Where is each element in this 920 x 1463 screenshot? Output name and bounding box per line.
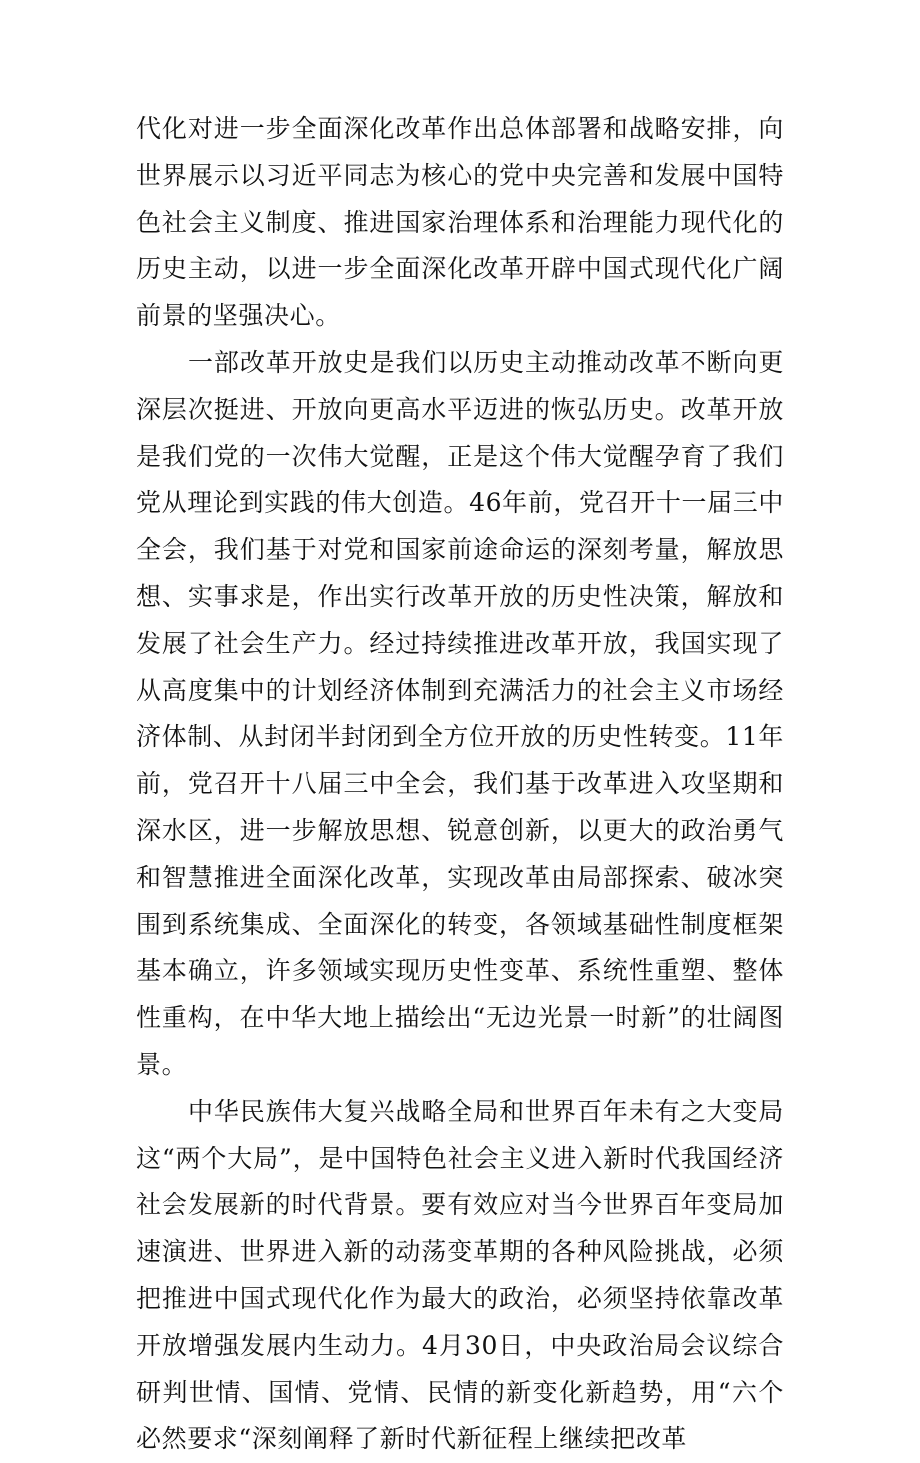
paragraph-continued: 代化对进一步全面深化改革作出总体部署和战略安排，向世界展示以习近平同志为核心的党中央完善和发展中国特色社会主义制度、推进国家治理体系和治理能力现代化的历史主动，以进一步全面深化改革开辟中国式现代化广阔前景的坚强决心。 <box>136 114 784 331</box>
paragraph-reform-history: 一部改革开放史是我们以历史主动推动改革不断向更深层次挺进、开放向更高水平迈进的恢弘历史。改革开放是我们党的一次伟大觉醒，正是这个伟大觉醒孕育了我们党从理论到实践的伟大创造。46年前，党召开十一届三中全会，我们基于对党和国家前途命运的深刻考量，解放思想、实事求是，作出实行改革开放的历史性决策，解放和发展了社会生产力。经过持续推进改革开放，我国实现了从高度集中的计划经济体制到充满活力的社会主义市场经济体制、从封闭半封闭到全方位开放的历史性转变。11年前，党召开十八届三中全会，我们基于改革进入攻坚期和深水区，进一步解放思想、锐意创新，以更大的政治勇气和智慧推进全面深化改革，实现改革由局部探索、破冰突围到系统集成、全面深化的转变，各领域基础性制度框架基本确立，许多领域实现历史性变革、系统性重塑、整体性重构，在中华大地上描绘出“无边光景一时新”的壮阔图景。 <box>136 347 784 1079</box>
body-text <box>136 106 784 1463</box>
paragraph-two-overall-situations: 中华民族伟大复兴战略全局和世界百年未有之大变局这“两个大局”，是中国特色社会主义进入新时代我国经济社会发展新的时代背景。要有效应对当今世界百年变局加速演进、世界进入新的动荡变革期的各种风险挑战，必须把推进中国式现代化作为最大的政治，必须坚持依靠改革开放增强发展内生动力。4月30日，中央政治局会议综合研判世情、国情、党情、民情的新变化新趋势，用“六个必然要求“深刻阐释了新时代新征程上继续把改革 <box>136 1096 784 1454</box>
